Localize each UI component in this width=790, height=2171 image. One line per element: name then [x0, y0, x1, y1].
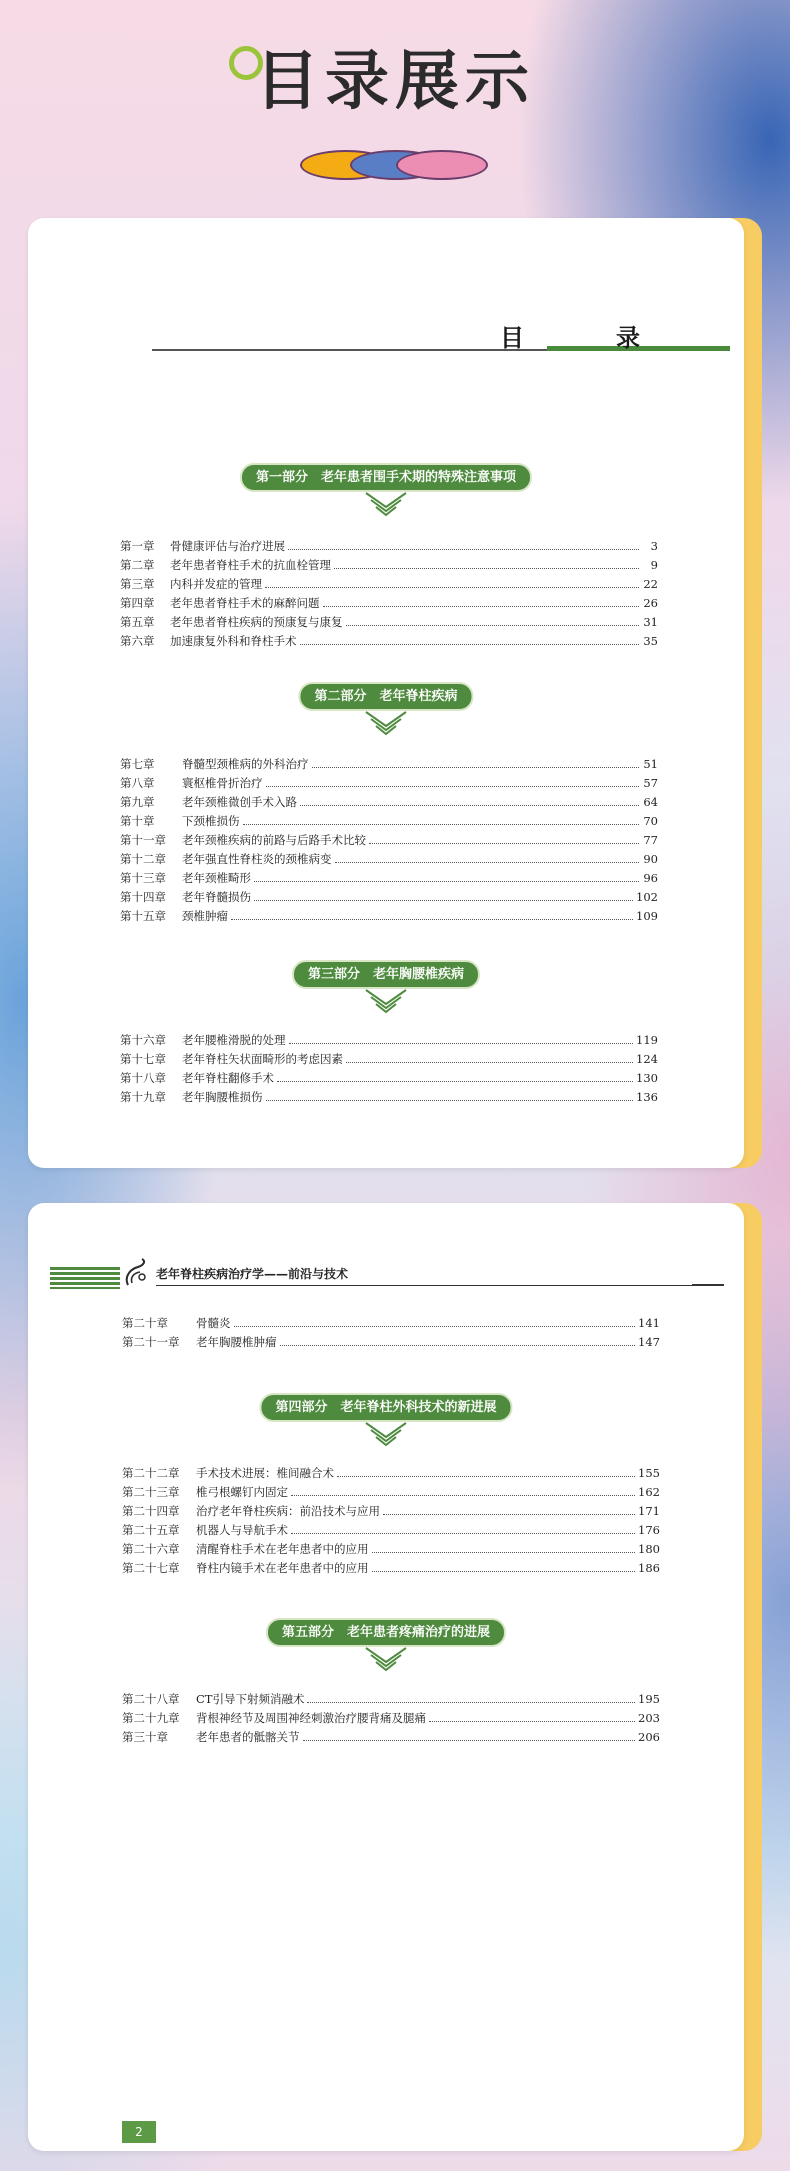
- chapter-title: 老年脊柱翻修手术: [182, 1071, 274, 1085]
- dot-leader: [265, 587, 639, 588]
- chapter-title: 脊髓型颈椎病的外科治疗: [182, 757, 309, 771]
- chapter-title: 老年颈椎微创手术入路: [182, 795, 297, 809]
- page-ref: 155: [638, 1466, 660, 1480]
- toc-entry: [120, 794, 658, 813]
- dot-leader: [280, 1345, 636, 1346]
- chapter-number: 第十七章: [120, 1052, 166, 1066]
- chapter-title: 老年脊髓损伤: [182, 890, 251, 904]
- toc-entry: [120, 1070, 658, 1089]
- chapter-number: 第二十章: [122, 1316, 168, 1330]
- chapter-number: 第二十八章: [122, 1692, 180, 1706]
- dot-leader: [346, 1062, 633, 1063]
- chapter-title: 加速康复外科和脊柱手术: [170, 634, 297, 648]
- page-ref: 51: [643, 757, 658, 771]
- dot-leader: [334, 568, 639, 569]
- page-ref: 124: [636, 1052, 658, 1066]
- part-heading: [28, 1618, 744, 1682]
- toc-entry: [122, 1710, 660, 1729]
- dot-leader: [277, 1081, 633, 1082]
- page-ref: 26: [643, 596, 658, 610]
- chapter-title: 背根神经节及周围神经刺激治疗腰背痛及腿痛: [196, 1711, 426, 1725]
- chevron-down-icon: [363, 708, 409, 742]
- toc-entry: [120, 1051, 658, 1070]
- page-ref: 109: [636, 909, 658, 923]
- chapter-number: 第八章: [120, 776, 155, 790]
- toc-entry: [122, 1541, 660, 1560]
- dot-leader: [372, 1552, 636, 1553]
- dot-leader: [231, 919, 633, 920]
- page-ref: 147: [638, 1335, 660, 1349]
- chapter-title: 老年颈椎畸形: [182, 871, 251, 885]
- chapter-title: CT引导下射频消融术: [196, 1692, 305, 1706]
- toc-entry: [120, 633, 658, 652]
- chapter-number: 第三章: [120, 577, 155, 591]
- page-ref: 195: [638, 1692, 660, 1706]
- toc-entry: [122, 1560, 660, 1579]
- chapter-number: 第二十九章: [122, 1711, 180, 1725]
- dot-leader: [300, 644, 640, 645]
- toc-entry: [122, 1315, 660, 1334]
- chapter-number: 第十一章: [120, 833, 166, 847]
- page-ref: 57: [643, 776, 658, 790]
- dot-leader: [323, 606, 640, 607]
- page-ref: 3: [650, 539, 658, 553]
- chapter-number: 第二十四章: [122, 1504, 180, 1518]
- toc-entry: [120, 538, 658, 557]
- toc-entry: [122, 1503, 660, 1522]
- part-heading: [28, 463, 744, 527]
- chevron-down-icon: [363, 1644, 409, 1678]
- chapter-title: 机器人与导航手术: [196, 1523, 288, 1537]
- pink-oval-icon: [396, 150, 488, 180]
- toc-entry: [122, 1484, 660, 1503]
- chapter-title: 老年患者的骶髂关节: [196, 1730, 300, 1744]
- chapter-title: 手术技术进展：椎间融合术: [196, 1466, 334, 1480]
- page-ref: 22: [643, 577, 658, 591]
- page-title: 目录展示: [255, 45, 535, 119]
- toc-list-continued: [122, 1315, 660, 1353]
- page-ref: 180: [638, 1542, 660, 1556]
- chapter-title: 骨髓炎: [196, 1316, 231, 1330]
- chapter-title: 下颈椎损伤: [182, 814, 240, 828]
- part-label: 第四部分 老年脊柱外科技术的新进展: [259, 1393, 512, 1422]
- toc-entry: [120, 1089, 658, 1108]
- page-ref: 102: [636, 890, 658, 904]
- dot-leader: [254, 900, 633, 901]
- dot-leader: [429, 1721, 635, 1722]
- page-ref: 141: [638, 1316, 660, 1330]
- page-ref: 136: [636, 1090, 658, 1104]
- chapter-title: 脊柱内镜手术在老年患者中的应用: [196, 1561, 369, 1575]
- toc-entry: [122, 1729, 660, 1748]
- page-number: 2: [122, 2121, 156, 2143]
- dot-leader: [289, 1043, 634, 1044]
- chapter-title: 老年胸腰椎肿瘤: [196, 1335, 277, 1349]
- dot-leader: [307, 1702, 635, 1703]
- toc-entry: [120, 832, 658, 851]
- part-heading: [28, 1393, 744, 1457]
- dot-leader: [266, 786, 640, 787]
- page-ref: 64: [643, 795, 658, 809]
- chevron-down-icon: [363, 1419, 409, 1453]
- page-ref: 203: [638, 1711, 660, 1725]
- dot-leader: [234, 1326, 636, 1327]
- chapter-number: 第七章: [120, 757, 155, 771]
- part-heading: [28, 682, 744, 746]
- toc-entry: [120, 851, 658, 870]
- chapter-number: 第十九章: [120, 1090, 166, 1104]
- chapter-title: 老年腰椎滑脱的处理: [182, 1033, 286, 1047]
- chapter-title: 老年脊柱矢状面畸形的考虑因素: [182, 1052, 343, 1066]
- page-ref: 35: [643, 634, 658, 648]
- chapter-number: 第十三章: [120, 871, 166, 885]
- chapter-number: 第二十五章: [122, 1523, 180, 1537]
- toc-entry: [122, 1691, 660, 1710]
- dot-leader: [300, 805, 639, 806]
- toc-entry: [120, 813, 658, 832]
- toc-page-2: [28, 1203, 744, 2151]
- toc-entry: [120, 595, 658, 614]
- dot-leader: [288, 549, 639, 550]
- chapter-number: 第二十六章: [122, 1542, 180, 1556]
- toc-entry: [122, 1334, 660, 1353]
- toc-list-part-5: [122, 1691, 660, 1748]
- running-header: [28, 1253, 744, 1293]
- dot-leader: [254, 881, 639, 882]
- chapter-number: 第二十三章: [122, 1485, 180, 1499]
- part-label: 第三部分 老年胸腰椎疾病: [292, 960, 480, 989]
- dot-leader: [291, 1533, 635, 1534]
- chapter-number: 第二十二章: [122, 1466, 180, 1480]
- chapter-number: 第三十章: [122, 1730, 168, 1744]
- chapter-number: 第一章: [120, 539, 155, 553]
- part-label: 第二部分 老年脊柱疾病: [298, 682, 473, 711]
- toc-page-1: [28, 218, 744, 1168]
- chapter-title: 老年患者脊柱手术的麻醉问题: [170, 596, 320, 610]
- toc-entry: [120, 756, 658, 775]
- dot-leader: [369, 843, 639, 844]
- chevron-down-icon: [363, 489, 409, 523]
- running-header-title: 老年脊柱疾病治疗学——前沿与技术: [156, 1267, 349, 1281]
- dot-leader: [312, 767, 640, 768]
- part-label: 第一部分 老年患者围手术期的特殊注意事项: [240, 463, 532, 492]
- toc-entry: [122, 1465, 660, 1484]
- page-ref: 77: [643, 833, 658, 847]
- page-ref: 90: [643, 852, 658, 866]
- chapter-number: 第二十一章: [122, 1335, 180, 1349]
- page-ref: 171: [638, 1504, 660, 1518]
- dot-leader: [243, 824, 640, 825]
- toc-entry: [120, 614, 658, 633]
- chapter-title: 颈椎肿瘤: [182, 909, 228, 923]
- chapter-number: 第十四章: [120, 890, 166, 904]
- page-ref: 9: [650, 558, 658, 572]
- chapter-number: 第十五章: [120, 909, 166, 923]
- toc-entry: [120, 889, 658, 908]
- dot-leader: [372, 1571, 636, 1572]
- chapter-number: 第十六章: [120, 1033, 166, 1047]
- chapter-title: 老年患者脊柱手术的抗血栓管理: [170, 558, 331, 572]
- chapter-number: 第十章: [120, 814, 155, 828]
- spine-logo-icon: [120, 1257, 152, 1289]
- page-ref: 96: [643, 871, 658, 885]
- part-label: 第五部分 老年患者疼痛治疗的进展: [266, 1618, 506, 1647]
- stripes-icon: [50, 1267, 120, 1289]
- toc-title: 目 录: [500, 323, 674, 352]
- chapter-title: 老年胸腰椎损伤: [182, 1090, 263, 1104]
- dot-leader: [337, 1476, 635, 1477]
- chapter-number: 第十八章: [120, 1071, 166, 1085]
- chapter-number: 第十二章: [120, 852, 166, 866]
- chapter-title: 治疗老年脊柱疾病：前沿技术与应用: [196, 1504, 380, 1518]
- chapter-title: 椎弓根螺钉内固定: [196, 1485, 288, 1499]
- chapter-title: 内科并发症的管理: [170, 577, 262, 591]
- part-heading: [28, 960, 744, 1024]
- toc-heading: [90, 318, 744, 358]
- page-ref: 176: [638, 1523, 660, 1537]
- toc-entry: [120, 1032, 658, 1051]
- toc-list-part-1: [120, 538, 658, 652]
- page-ref: 206: [638, 1730, 660, 1744]
- toc-entry: [120, 557, 658, 576]
- toc-entry: [120, 870, 658, 889]
- toc-entry: [120, 908, 658, 927]
- page-ref: 130: [636, 1071, 658, 1085]
- dot-leader: [303, 1740, 636, 1741]
- chapter-number: 第二章: [120, 558, 155, 572]
- toc-list-part-3: [120, 1032, 658, 1108]
- dot-leader: [335, 862, 640, 863]
- decorative-ovals: [300, 150, 490, 184]
- page-ref: 119: [636, 1033, 658, 1047]
- chevron-down-icon: [363, 986, 409, 1020]
- chapter-number: 第二十七章: [122, 1561, 180, 1575]
- chapter-number: 第五章: [120, 615, 155, 629]
- dot-leader: [346, 625, 640, 626]
- toc-entry: [122, 1522, 660, 1541]
- toc-list-part-2: [120, 756, 658, 927]
- page-ref: 70: [643, 814, 658, 828]
- page-ref: 31: [643, 615, 658, 629]
- chapter-title: 寰枢椎骨折治疗: [182, 776, 263, 790]
- chapter-title: 老年强直性脊柱炎的颈椎病变: [182, 852, 332, 866]
- toc-entry: [120, 576, 658, 595]
- chapter-title: 老年颈椎疾病的前路与后路手术比较: [182, 833, 366, 847]
- chapter-title: 骨健康评估与治疗进展: [170, 539, 285, 553]
- chapter-number: 第六章: [120, 634, 155, 648]
- header-rule: [156, 1285, 724, 1286]
- dot-leader: [266, 1100, 634, 1101]
- chapter-number: 第四章: [120, 596, 155, 610]
- dot-leader: [291, 1495, 635, 1496]
- chapter-title: 清醒脊柱手术在老年患者中的应用: [196, 1542, 369, 1556]
- page-ref: 186: [638, 1561, 660, 1575]
- chapter-number: 第九章: [120, 795, 155, 809]
- toc-entry: [120, 775, 658, 794]
- toc-list-part-4: [122, 1465, 660, 1579]
- dot-leader: [383, 1514, 635, 1515]
- page-ref: 162: [638, 1485, 660, 1499]
- header-rule-accent: [692, 1284, 724, 1286]
- chapter-title: 老年患者脊柱疾病的预康复与康复: [170, 615, 343, 629]
